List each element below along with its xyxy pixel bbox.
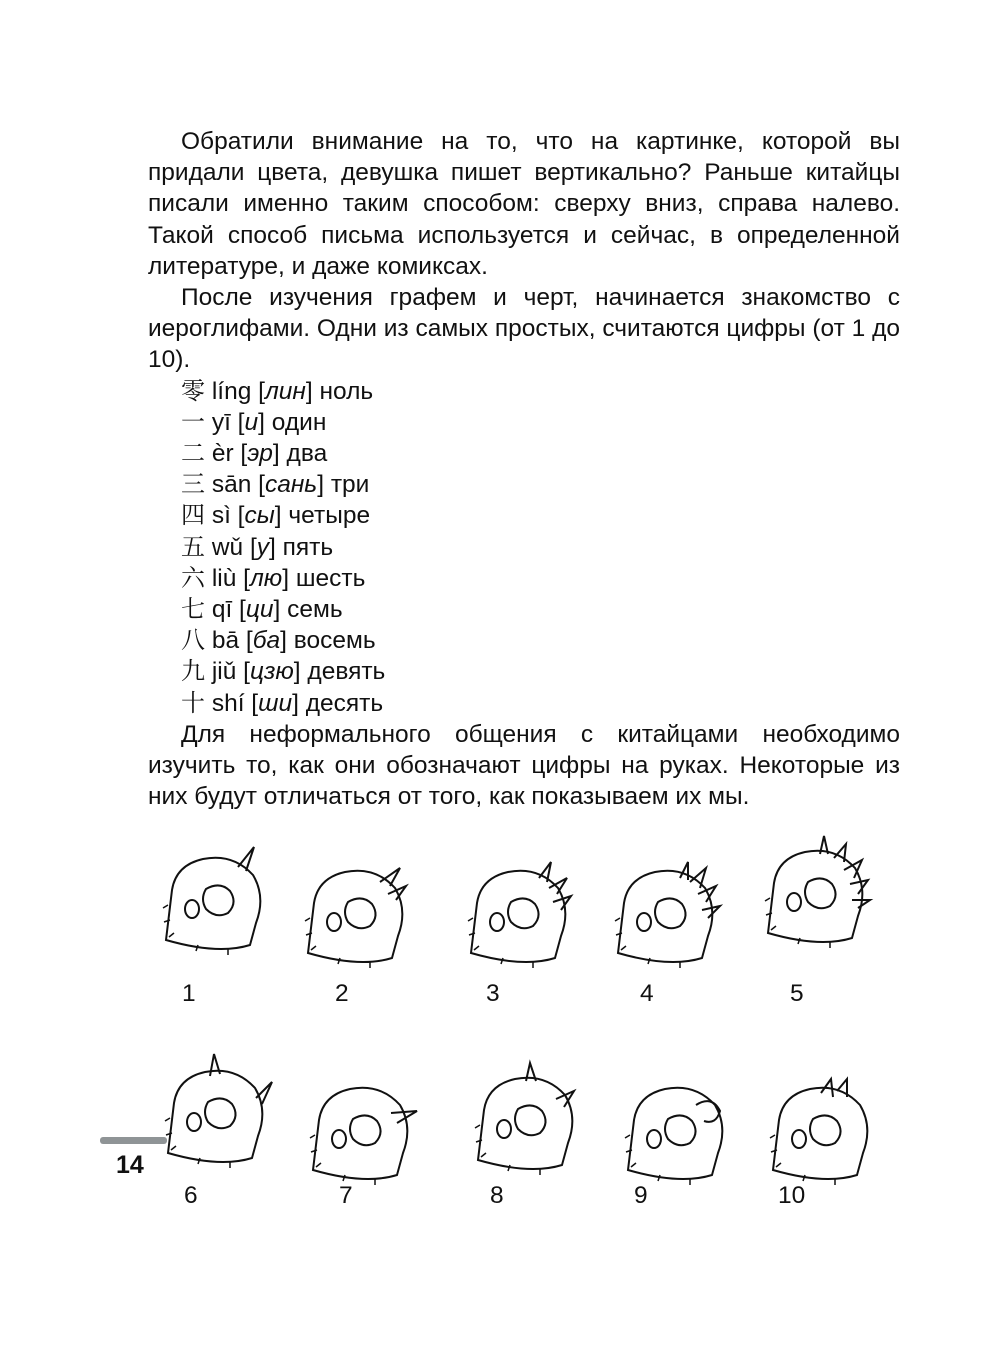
paw-drawing [300,858,420,968]
paw-seven-gesture-icon [305,1075,425,1185]
hanzi-char: 十 [181,688,205,717]
transliteration: у [256,533,270,561]
paw-gesture-number: 8 [490,1182,504,1209]
meaning: десять [305,689,384,717]
paw-drawing [620,1075,740,1185]
paw-two-claws-icon [300,858,420,968]
transliteration: сы [244,502,275,530]
numeral-row: 十 shí [ши] десять [181,688,384,717]
pinyin: èr [211,440,234,468]
transliteration: ба [252,627,281,655]
paw-six-gesture-icon [160,1058,280,1168]
meaning: восемь [293,627,376,655]
transliteration: лин [264,377,306,405]
meaning: ноль [319,377,374,405]
numeral-row: 三 sān [сань] три [181,470,370,499]
pinyin: sì [211,502,231,530]
paw-five-claws-icon [760,838,880,948]
paw-drawing [610,858,730,968]
meaning: четыре [288,502,371,530]
paw-gesture-number: 3 [486,980,500,1007]
page-number-bar [100,1137,167,1144]
paw-drawing [760,838,880,948]
transliteration: лю [249,564,283,592]
hanzi-char: 八 [181,626,205,655]
transliteration: сань [264,471,318,499]
paw-drawing [158,845,278,955]
paw-drawing [765,1075,885,1185]
numeral-row: 八 bā [ба] восемь [181,626,376,655]
page-number: 14 [116,1151,144,1179]
paw-gesture-number: 10 [778,1182,806,1209]
hanzi-char: 九 [181,657,205,686]
numeral-row: 六 liù [лю] шесть [181,563,366,592]
transliteration: цзю [249,658,294,686]
hanzi-char: 二 [181,439,205,468]
paw-nine-gesture-icon [620,1075,740,1185]
pinyin: líng [211,377,252,405]
pinyin: liù [211,564,237,592]
paw-four-claws-icon [610,858,730,968]
paragraph-hand-gestures: Для неформального общения с китайцами необходимо изучить то, как они обозначают цифры на руках. Некоторые из них будут отличаться от того, как показываем их мы. [148,720,900,811]
meaning: один [271,408,327,436]
numeral-row: 五 wǔ [у] пять [181,532,334,561]
paw-eight-gesture-icon [470,1065,590,1175]
pinyin: sān [211,471,252,499]
numeral-row: 零 líng [лин] ноль [181,376,374,405]
meaning: два [286,440,328,468]
hanzi-char: 一 [181,407,205,436]
hanzi-char: 三 [181,470,205,499]
paw-drawing [160,1058,280,1168]
pinyin: yī [211,408,231,436]
paw-gesture-number: 1 [182,980,196,1007]
transliteration: ши [258,689,293,717]
paragraph-hieroglyphs-intro: После изучения графем и черт, начинается знакомство с иероглифами. Одни из самых простых, считаются цифры (от 1 до 10). [148,284,900,374]
pinyin: jiǔ [211,658,237,686]
hanzi-char: 七 [181,595,205,624]
numeral-row: 四 sì [сы] четыре [181,501,371,530]
paw-ten-gesture-icon [765,1075,885,1185]
pinyin: bā [211,627,240,655]
numeral-row: 二 èr [эр] два [181,439,328,468]
paw-drawing [463,858,583,968]
meaning: пять [282,533,334,561]
meaning: три [330,471,370,499]
paw-gesture-number: 7 [339,1182,353,1209]
paw-gesture-number: 6 [184,1182,198,1209]
hanzi-char: 五 [181,532,205,561]
paw-one-claw-icon [158,845,278,955]
paw-gesture-number: 5 [790,980,804,1007]
paw-drawing [470,1065,590,1175]
meaning: шесть [295,564,366,592]
paw-drawing [305,1075,425,1185]
paragraph-vertical-writing: Обратили внимание на то, что на картинке, которой вы придали цвета, девушка пишет вертикально? Раньше китайцы писали именно таким способом: сверху вниз, справа налево. Такой способ письма используется и сейчас, в определенной литературе, и даже комиксах. [148,128,900,280]
transliteration: эр [247,440,273,468]
meaning: семь [287,596,343,624]
paw-gesture-number: 4 [640,980,654,1007]
hanzi-char: 四 [181,501,205,530]
numeral-row: 七 qī [ци] семь [181,595,343,624]
paw-gesture-number: 2 [335,980,349,1007]
pinyin: wǔ [211,533,244,561]
hanzi-char: 零 [181,376,205,405]
pinyin: qī [211,596,233,624]
pinyin: shí [211,689,245,717]
paw-gesture-number: 9 [634,1182,648,1209]
transliteration: ци [245,596,274,624]
hanzi-char: 六 [181,563,205,592]
numeral-row: 九 jiǔ [цзю] девять [181,657,386,686]
transliteration: и [244,408,259,436]
numeral-row: 一 yī [и] один [181,407,327,436]
meaning: девять [307,658,386,686]
paw-three-claws-icon [463,858,583,968]
